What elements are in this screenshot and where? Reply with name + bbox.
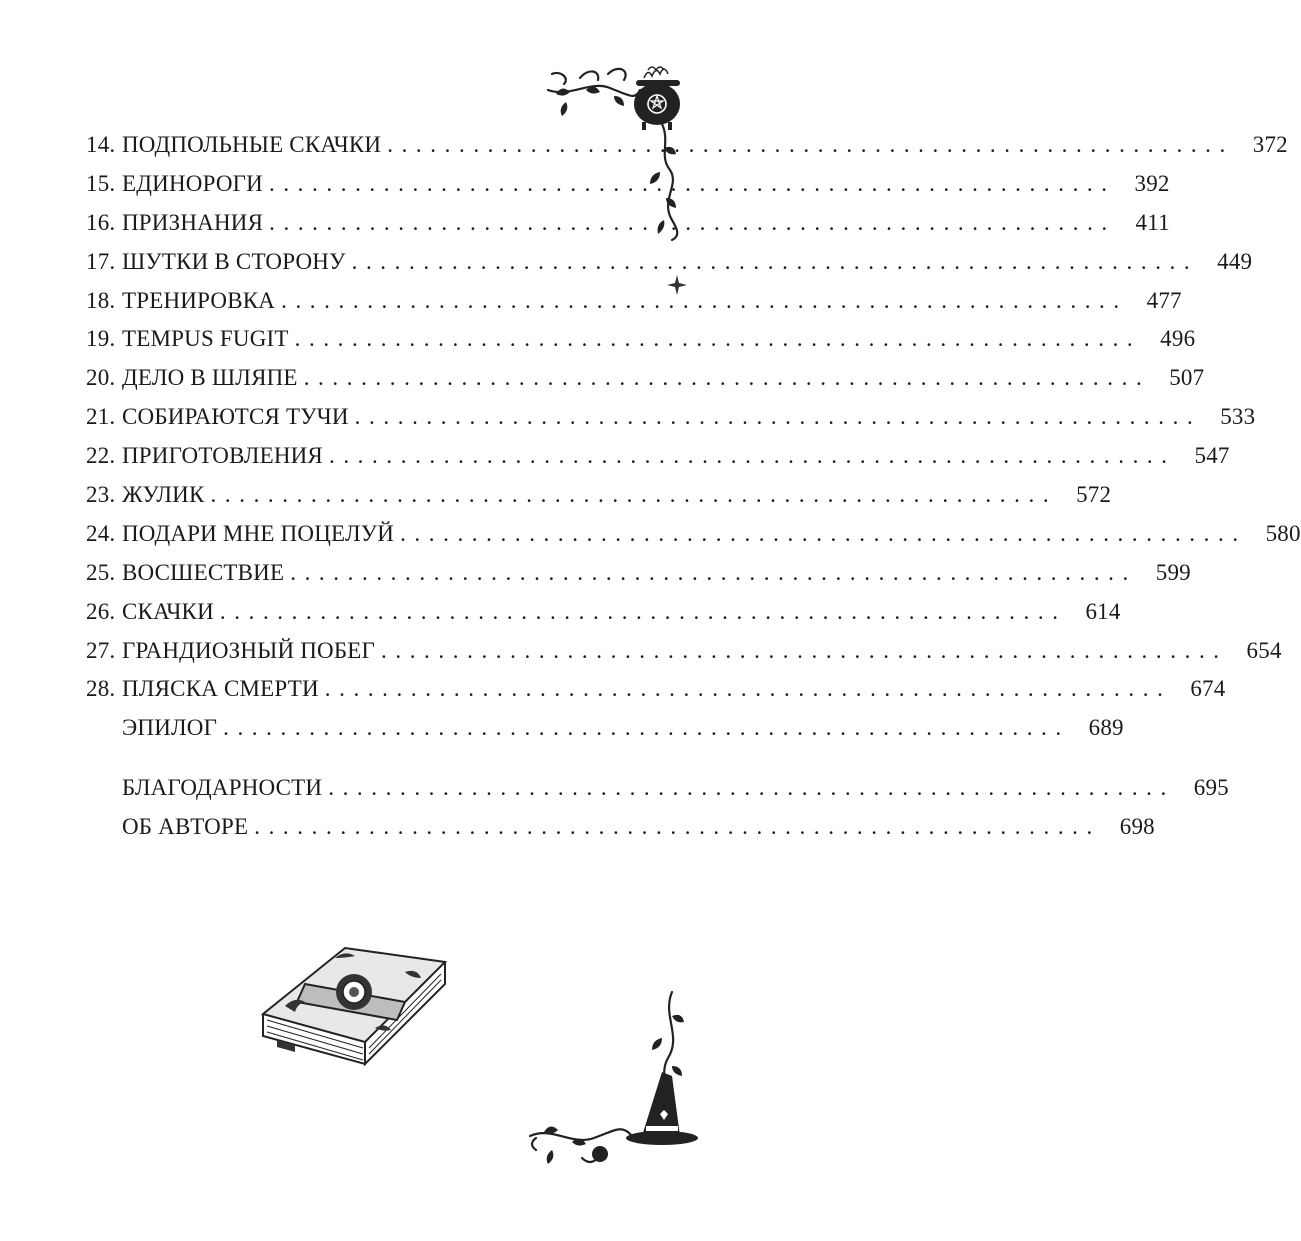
chapter-number: 19. [86,326,116,352]
chapter-number: 22. [86,443,116,469]
page-number: 674 [1190,676,1226,702]
page-number: 507 [1169,365,1205,391]
chapter-title: ПРИГОТОВЛЕНИЯ [122,443,323,469]
spellbook-icon [255,944,450,1069]
dot-leader: ........................................................... [387,132,1234,157]
chapter-title: ЕДИНОРОГИ [122,170,263,196]
page-number: 614 [1085,598,1121,624]
dot-leader: ........................................................... [223,715,1070,741]
dot-leader: ........................................................... [210,482,1058,508]
toc-entry[interactable] [86,559,1191,599]
chapter-title: ГРАНДИОЗНЫЙ ПОБЕГ [122,637,375,663]
chapter-title: СКАЧКИ [122,598,214,624]
page-number: 449 [1217,248,1253,274]
page-number: 599 [1155,559,1191,585]
chapter-title: ЭПИЛОГ [122,715,218,741]
chapter-number: 23. [86,482,116,508]
toc-entry[interactable] [86,814,1155,853]
toc-entry[interactable] [86,365,1205,404]
chapter-title: ДЕЛО В ШЛЯПЕ [122,365,298,391]
dot-leader: ........................................................... [354,404,1202,430]
toc-entry[interactable] [86,637,1282,677]
toc-entry[interactable] [86,482,1112,521]
dot-leader: ........................................................... [219,598,1067,624]
chapter-number: 28. [86,676,116,702]
dot-leader: ........................................................... [351,248,1199,274]
toc-entry[interactable] [86,676,1226,715]
page-number: 547 [1194,443,1230,469]
dot-leader: ........................................................... [400,520,1247,546]
chapter-title: БЛАГОДАРНОСТИ [122,775,323,801]
toc-entry[interactable] [86,132,1288,171]
page-number: 572 [1076,482,1112,508]
page-number: 689 [1088,715,1124,741]
dot-leader: ........................................................... [303,365,1151,391]
chapter-number: 25. [86,559,116,585]
chapter-number: 17. [86,248,116,274]
chapter-title: ОБ АВТОРЕ [122,814,249,840]
dot-leader: ........................................................... [268,170,1116,196]
page-number: 533 [1220,404,1256,430]
toc-entry[interactable] [86,443,1230,482]
dot-leader: ........................................................... [381,637,1228,663]
chapter-number: 26. [86,598,116,624]
witch-hat-vine-icon [522,986,697,1171]
dot-leader: ........................................................... [281,287,1128,313]
toc-entry[interactable] [86,715,1124,754]
dot-leader: ........................................................... [328,775,1175,801]
page-number: 698 [1119,814,1155,840]
chapter-number: 16. [86,209,116,235]
chapter-title: ТРЕНИРОВКА [122,287,276,313]
chapter-title: ШУТКИ В СТОРОНУ [122,248,346,274]
dot-leader: ........................................................... [254,814,1101,840]
toc-entry[interactable] [86,287,1182,327]
page-number: 654 [1246,637,1282,663]
page-number: 477 [1146,287,1182,313]
chapter-title: ВОСШЕСТВИЕ [122,559,285,585]
chapter-title: ПОДПОЛЬНЫЕ СКАЧКИ [122,132,382,157]
toc-entry[interactable] [86,598,1121,638]
chapter-number: 15. [86,170,116,196]
page-number: 580 [1265,520,1301,546]
toc-entry[interactable] [86,326,1196,365]
chapter-number: 18. [86,287,116,313]
toc-entry[interactable] [86,170,1170,210]
dot-leader: ........................................................... [294,326,1142,352]
toc-entry[interactable] [86,404,1256,443]
chapter-number: 14. [86,132,116,157]
page-number: 372 [1252,132,1288,157]
chapter-title: ПОДАРИ МНЕ ПОЦЕЛУЙ [122,520,395,546]
chapter-title: ПРИЗНАНИЯ [122,209,264,235]
table-of-contents [86,132,1301,853]
toc-entry[interactable] [86,209,1170,249]
chapter-number: 20. [86,365,116,391]
chapter-number: 24. [86,520,116,546]
chapter-number: 21. [86,404,116,430]
chapter-title: СОБИРАЮТСЯ ТУЧИ [122,404,349,430]
dot-leader: ........................................................... [328,443,1176,469]
toc-entry[interactable] [86,520,1301,560]
chapter-number: 27. [86,637,116,663]
toc-entry[interactable] [86,775,1229,814]
page-number: 411 [1135,209,1170,235]
toc-entry[interactable] [86,248,1253,288]
chapter-title: ЖУЛИК [122,482,205,508]
chapter-title: ПЛЯСКА СМЕРТИ [122,676,319,702]
dot-leader: ........................................................... [269,209,1116,235]
dot-leader: ........................................................... [290,559,1137,585]
chapter-title: TEMPUS FUGIT [122,326,289,352]
page-number: 496 [1160,326,1196,352]
dot-leader: ........................................................... [324,676,1172,702]
page-number: 392 [1134,170,1170,196]
page-number: 695 [1193,775,1229,801]
